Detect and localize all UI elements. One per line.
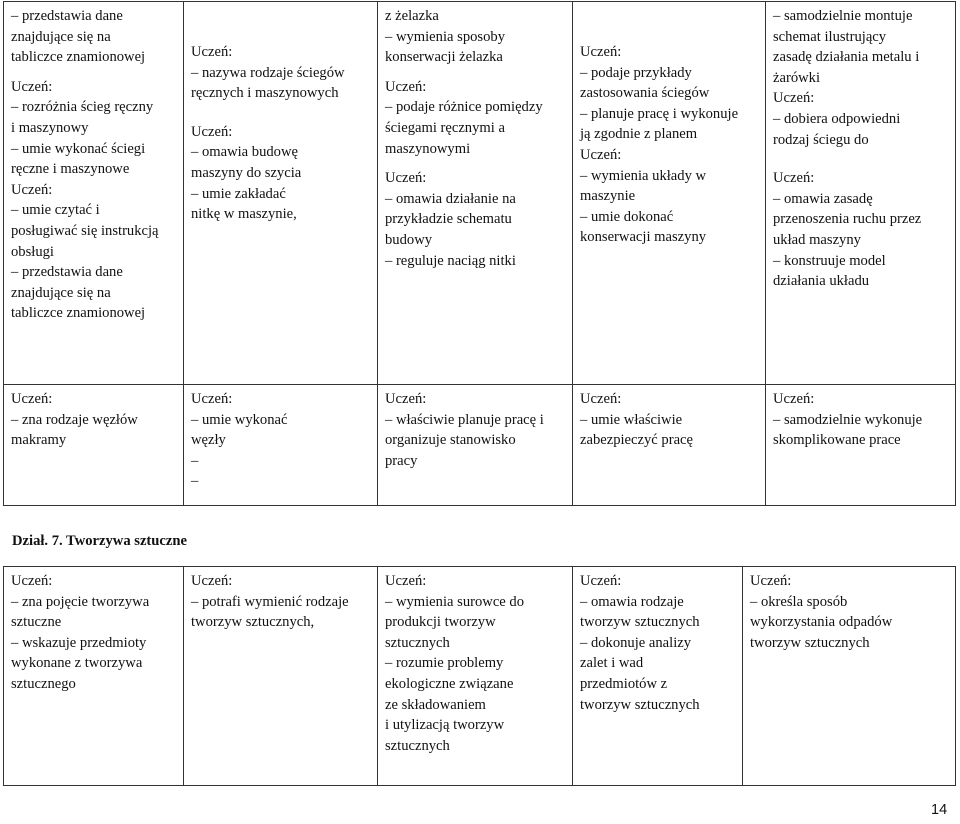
table-cell [766, 385, 956, 506]
cell-text-line: rodzaj ściegu do [773, 131, 869, 148]
table-cell [766, 2, 956, 385]
cell-text-line: – nazywa rodzaje ściegów [191, 64, 345, 81]
page-number: 14 [931, 802, 948, 818]
cell-text-line: działania układu [773, 273, 870, 290]
cell-text-line [385, 68, 566, 77]
requirements-table-1 [3, 1, 956, 506]
cell-text-line: Uczeń: [11, 181, 53, 198]
cell-text-line: Uczeń: [385, 78, 427, 95]
cell-text-line: – podaje różnice pomiędzy [385, 99, 543, 116]
cell-text-line [191, 15, 371, 24]
cell-text-line [580, 15, 759, 24]
cell-text-line: Uczeń: [773, 170, 815, 187]
cell-text-line: konserwacji maszyny [580, 229, 707, 246]
cell-text-line [11, 68, 177, 77]
cell-text-line: produkcji tworzyw [385, 614, 496, 631]
table-cell [184, 385, 378, 506]
cell-text-line: tworzyw sztucznych, [191, 614, 315, 631]
table-row [4, 2, 956, 385]
cell-text-line: zabezpieczyć pracę [580, 432, 694, 449]
section-heading: Dział. 7. Tworzywa sztuczne [12, 533, 187, 549]
cell-text-line: ekologiczne związane [385, 675, 514, 692]
cell-text-line: budowy [385, 231, 433, 248]
cell-text-line: – dokonuje analizy [580, 634, 692, 651]
cell-text-line: – umie wykonać [191, 411, 288, 428]
cell-text-line: – omawia działanie na [385, 190, 516, 207]
cell-text-line: – konstruuje model [773, 252, 886, 269]
table-cell [378, 385, 573, 506]
cell-text-line: Uczeń: [385, 573, 427, 589]
cell-text-line: ją zgodnie z planem [580, 126, 698, 143]
cell-text-line: węzły [191, 432, 226, 449]
cell-text-line: – wskazuje przedmioty [11, 634, 147, 651]
cell-text-line: – przedstawia dane [11, 8, 123, 24]
cell-text-line: konserwacji żelazka [385, 49, 503, 66]
cell-text-line: sztucznych [385, 737, 450, 754]
cell-text-line: – umie zakładać [191, 185, 286, 202]
cell-text-line [191, 24, 371, 33]
cell-text-line: Uczeń: [191, 44, 233, 60]
cell-text-line: sztuczne [11, 614, 62, 631]
cell-text-line: Uczeń: [580, 44, 622, 60]
cell-text-line: Uczeń: [11, 78, 53, 95]
cell-text-line: Uczeń: [750, 573, 792, 589]
cell-text-line: – zna rodzaje węzłów [11, 411, 138, 428]
table-row [4, 385, 956, 506]
cell-text-line: organizuje stanowisko [385, 432, 516, 449]
cell-text-line: – umie właściwie [580, 411, 683, 428]
table-cell [4, 2, 184, 385]
cell-text-line: wykonane z tworzywa [11, 655, 143, 672]
cell-text-line: układ maszyny [773, 231, 861, 248]
cell-text-line: Uczeń: [191, 391, 233, 407]
cell-text-line: maszynie [580, 188, 636, 205]
cell-text-line: Uczeń: [580, 391, 622, 407]
cell-text-line: sztucznych [385, 634, 450, 651]
cell-text-line: pracy [385, 452, 418, 469]
cell-text-line [580, 24, 759, 33]
cell-text-line: Uczeń: [385, 170, 427, 187]
cell-text-line: przenoszenia ruchu przez [773, 211, 922, 228]
cell-text-line [191, 104, 371, 113]
cell-text-line [191, 113, 371, 122]
cell-text-line: Uczeń: [11, 573, 53, 589]
cell-text-line: – dobiera odpowiedni [773, 110, 901, 127]
cell-text-line: Uczeń: [191, 573, 233, 589]
cell-text-line [191, 6, 371, 15]
cell-text-line: Uczeń: [191, 123, 233, 140]
cell-text-line: przedmiotów z [580, 675, 668, 692]
cell-text-line [191, 33, 371, 42]
cell-text-line: – wymienia surowce do [385, 593, 525, 610]
cell-text-line: – [191, 452, 199, 469]
cell-text-line: znajdujące się na [11, 284, 111, 301]
cell-text-line: tabliczce znamionowej [11, 305, 146, 322]
cell-text-line: – rozróżnia ścieg ręczny [11, 99, 154, 116]
cell-text-line: – przedstawia dane [11, 264, 123, 281]
cell-text-line: Uczeń: [580, 146, 622, 163]
cell-text-line: tworzyw sztucznych [580, 696, 700, 713]
cell-text-line: – rozumie problemy [385, 655, 504, 672]
cell-text-line: skomplikowane prace [773, 432, 901, 449]
cell-text-line: – omawia budowę [191, 144, 298, 161]
table-cell [378, 2, 573, 385]
cell-text-line: tabliczce znamionowej [11, 49, 146, 66]
cell-text-line: z żelazka [385, 8, 439, 24]
cell-text-line: znajdujące się na [11, 28, 111, 45]
cell-text-line [580, 33, 759, 42]
cell-text-line: wykorzystania odpadów [750, 614, 893, 631]
table-cell [573, 385, 766, 506]
cell-text-line: ściegami ręcznymi a [385, 119, 505, 136]
cell-text-line: – planuje pracę i wykonuje [580, 105, 739, 122]
cell-text-line: – omawia rodzaje [580, 593, 684, 610]
cell-text-line: – umie dokonać [580, 208, 674, 225]
cell-text-line: tworzyw sztucznych [580, 614, 700, 631]
table-cell [573, 567, 743, 786]
table-cell [4, 567, 184, 786]
cell-text-line: – potrafi wymienić rodzaje [191, 593, 349, 610]
table-cell [184, 567, 378, 786]
cell-text-line: – samodzielnie montuje [773, 8, 913, 24]
cell-text-line: zastosowania ściegów [580, 85, 710, 102]
cell-text-line: maszyny do szycia [191, 164, 302, 181]
cell-text-line [385, 159, 566, 168]
cell-text-line [773, 150, 949, 159]
table-cell [184, 2, 378, 385]
cell-text-line: – wymienia sposoby [385, 28, 505, 45]
cell-text-line: – właściwie planuje pracę i [385, 411, 544, 428]
cell-text-line: – samodzielnie wykonuje [773, 411, 923, 428]
table-cell [743, 567, 956, 786]
cell-text-line: makramy [11, 432, 67, 449]
cell-text-line: – zna pojęcie tworzywa [11, 593, 150, 610]
table-cell [4, 385, 184, 506]
cell-text-line: żarówki [773, 69, 821, 86]
cell-text-line: zalet i wad [580, 655, 644, 672]
cell-text-line: posługiwać się instrukcją [11, 222, 159, 239]
cell-text-line: – określa sposób [750, 593, 848, 610]
cell-text-line: – [191, 473, 199, 490]
cell-text-line: obsługi [11, 243, 54, 260]
table-cell [573, 2, 766, 385]
cell-text-line: – omawia zasadę [773, 190, 873, 207]
cell-text-line: Uczeń: [11, 391, 53, 407]
cell-text-line [580, 6, 759, 15]
cell-text-line: ze składowaniem [385, 696, 486, 713]
cell-text-line: tworzyw sztucznych [750, 634, 870, 651]
cell-text-line: – wymienia układy w [580, 167, 707, 184]
cell-text-line: – reguluje naciąg nitki [385, 252, 516, 269]
cell-text-line: Uczeń: [773, 90, 815, 107]
requirements-table-2 [3, 566, 956, 786]
cell-text-line: nitkę w maszynie, [191, 206, 297, 223]
cell-text-line: Uczeń: [385, 391, 427, 407]
cell-text-line: – umie wykonać ściegi [11, 140, 146, 157]
table-row [4, 567, 956, 786]
table-cell [378, 567, 573, 786]
cell-text-line: sztucznego [11, 675, 76, 692]
cell-text-line: i maszynowy [11, 119, 89, 136]
cell-text-line: zasadę działania metalu i [773, 49, 920, 66]
cell-text-line: ręcznych i maszynowych [191, 85, 339, 102]
cell-text-line: schemat ilustrujący [773, 28, 887, 45]
cell-text-line: przykładzie schematu [385, 211, 512, 228]
cell-text-line: – umie czytać i [11, 202, 100, 219]
cell-text-line: – podaje przykłady [580, 64, 692, 81]
cell-text-line: maszynowymi [385, 140, 471, 157]
cell-text-line: Uczeń: [773, 391, 815, 407]
cell-text-line: Uczeń: [580, 573, 622, 589]
cell-text-line: i utylizacją tworzyw [385, 717, 505, 734]
cell-text-line [773, 159, 949, 168]
cell-text-line: ręczne i maszynowe [11, 161, 130, 178]
